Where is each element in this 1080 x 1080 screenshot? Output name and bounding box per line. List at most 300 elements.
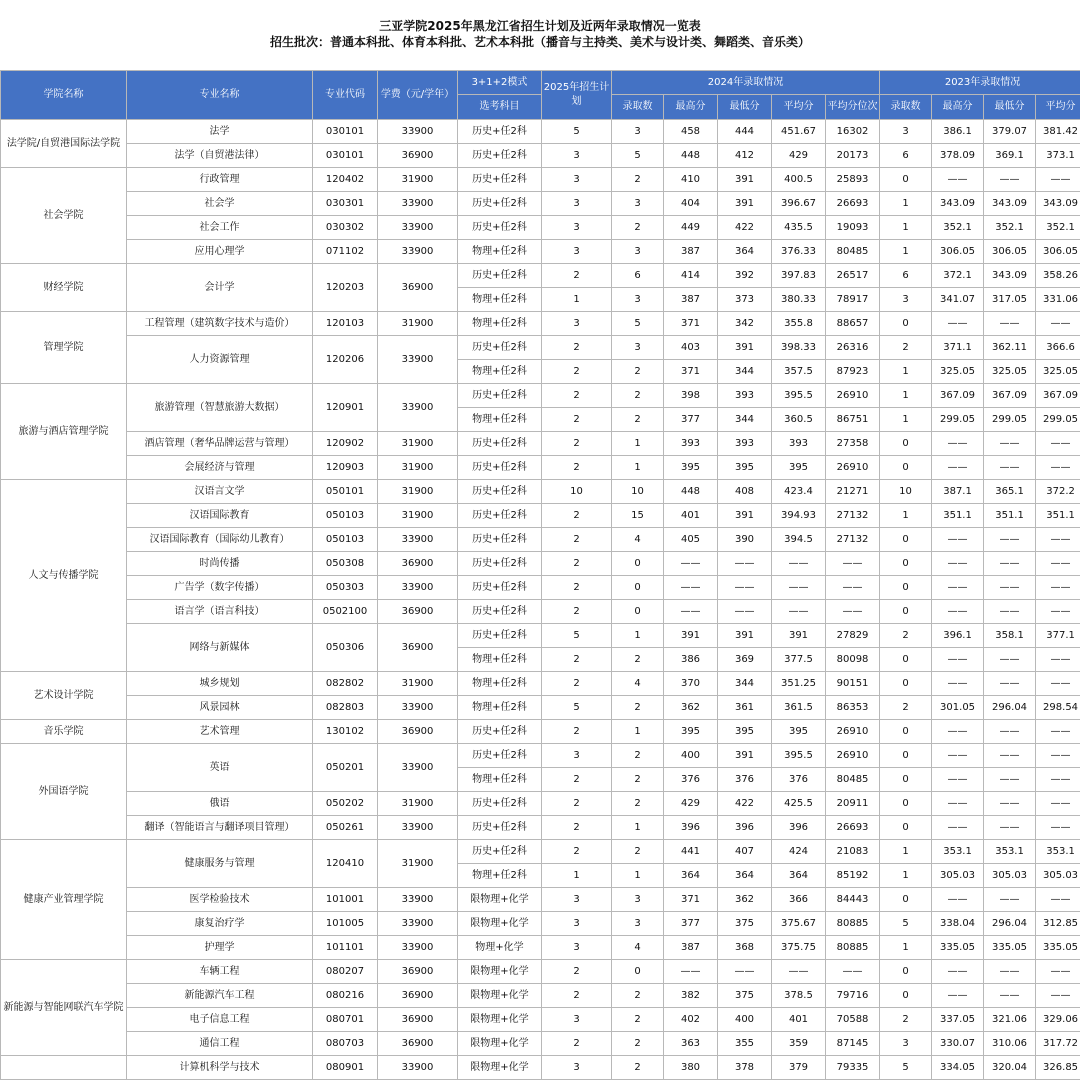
cell-subject: 限物理+化学 [458, 1032, 542, 1056]
cell-fee: 31900 [378, 792, 458, 816]
header-2024: 2024年录取情况 [612, 71, 880, 95]
cell-min24: 395 [718, 720, 772, 744]
cell-plan: 2 [542, 408, 612, 432]
cell-fee: 36900 [378, 264, 458, 312]
cell-avg24: 451.67 [772, 120, 826, 144]
cell-rank24: 26316 [826, 336, 880, 360]
cell-subject: 历史+任2科 [458, 120, 542, 144]
cell-school: 法学院/自贸港国际法学院 [1, 120, 127, 168]
cell-fee: 31900 [378, 168, 458, 192]
cell-fee: 33900 [378, 192, 458, 216]
cell-avg23: 366.6 [1036, 336, 1080, 360]
cell-plan: 3 [542, 1008, 612, 1032]
cell-max23: 387.1 [932, 480, 984, 504]
cell-major: 会展经济与管理 [127, 456, 313, 480]
cell-max23: —— [932, 768, 984, 792]
cell-major: 广告学（数字传播） [127, 576, 313, 600]
cell-max24: 387 [664, 936, 718, 960]
cell-avg24: 423.4 [772, 480, 826, 504]
cell-max23: 372.1 [932, 264, 984, 288]
cell-rank24: 19093 [826, 216, 880, 240]
cell-a23: 2 [880, 336, 932, 360]
cell-avg24: 394.93 [772, 504, 826, 528]
cell-a24: 0 [612, 600, 664, 624]
cell-avg24: 351.25 [772, 672, 826, 696]
cell-major: 健康服务与管理 [127, 840, 313, 888]
cell-a24: 0 [612, 960, 664, 984]
cell-max23: 353.1 [932, 840, 984, 864]
cell-max24: 371 [664, 312, 718, 336]
cell-code: 120206 [313, 336, 378, 384]
cell-min23: —— [984, 648, 1036, 672]
table-row [1, 552, 1080, 576]
cell-avg23: 325.05 [1036, 360, 1080, 384]
cell-min24: 342 [718, 312, 772, 336]
header-2024-rank: 平均分位次 [826, 95, 880, 120]
cell-min23: 365.1 [984, 480, 1036, 504]
cell-min24: 395 [718, 456, 772, 480]
cell-min24: 396 [718, 816, 772, 840]
cell-avg23: 335.05 [1036, 936, 1080, 960]
cell-major: 法学 [127, 120, 313, 144]
cell-a24: 2 [612, 216, 664, 240]
cell-min23: 362.11 [984, 336, 1036, 360]
table-row [1, 888, 1080, 912]
cell-plan: 3 [542, 144, 612, 168]
cell-max24: 362 [664, 696, 718, 720]
cell-code: 050261 [313, 816, 378, 840]
cell-code: 120901 [313, 384, 378, 432]
cell-subject: 物理+任2科 [458, 240, 542, 264]
cell-avg24: 357.5 [772, 360, 826, 384]
cell-major: 车辆工程 [127, 960, 313, 984]
cell-plan: 2 [542, 600, 612, 624]
cell-min23: —— [984, 312, 1036, 336]
cell-rank24: 80098 [826, 648, 880, 672]
cell-avg24: 376.33 [772, 240, 826, 264]
cell-rank24: 27132 [826, 528, 880, 552]
table-row [1, 1008, 1080, 1032]
cell-plan: 3 [542, 744, 612, 768]
cell-code: 050101 [313, 480, 378, 504]
cell-subject: 历史+任2科 [458, 504, 542, 528]
cell-subject: 物理+任2科 [458, 864, 542, 888]
cell-rank24: 20173 [826, 144, 880, 168]
cell-avg24: 380.33 [772, 288, 826, 312]
cell-subject: 历史+任2科 [458, 624, 542, 648]
header-2024-avg: 平均分 [772, 95, 826, 120]
cell-avg24: 364 [772, 864, 826, 888]
cell-plan: 2 [542, 456, 612, 480]
cell-plan: 5 [542, 624, 612, 648]
cell-school: 外国语学院 [1, 744, 127, 840]
cell-max23: —— [932, 600, 984, 624]
cell-min24: 407 [718, 840, 772, 864]
header-2023-max: 最高分 [932, 95, 984, 120]
cell-code: 080701 [313, 1008, 378, 1032]
table-row [1, 672, 1080, 696]
cell-max24: 380 [664, 1056, 718, 1080]
cell-max23: —— [932, 792, 984, 816]
cell-rank24: 70588 [826, 1008, 880, 1032]
cell-min24: 364 [718, 864, 772, 888]
cell-subject: 历史+任2科 [458, 600, 542, 624]
cell-plan: 1 [542, 288, 612, 312]
cell-fee: 33900 [378, 384, 458, 432]
cell-max24: 395 [664, 456, 718, 480]
cell-avg23: 358.26 [1036, 264, 1080, 288]
header-2023: 2023年录取情况 [880, 71, 1080, 95]
cell-max23: —— [932, 984, 984, 1008]
cell-max23: 330.07 [932, 1032, 984, 1056]
header-code: 专业代码 [313, 71, 378, 120]
cell-code: 030301 [313, 192, 378, 216]
cell-a24: 5 [612, 144, 664, 168]
cell-a23: 1 [880, 864, 932, 888]
header-2024-max: 最高分 [664, 95, 718, 120]
cell-avg23: —— [1036, 720, 1080, 744]
cell-min24: 376 [718, 768, 772, 792]
cell-a24: 2 [612, 768, 664, 792]
cell-avg23: —— [1036, 528, 1080, 552]
header-2023-min: 最低分 [984, 95, 1036, 120]
cell-a24: 3 [612, 888, 664, 912]
cell-fee: 31900 [378, 432, 458, 456]
cell-avg24: 425.5 [772, 792, 826, 816]
cell-subject: 历史+任2科 [458, 264, 542, 288]
cell-avg23: 377.1 [1036, 624, 1080, 648]
cell-major: 康复治疗学 [127, 912, 313, 936]
cell-max23: —— [932, 960, 984, 984]
cell-min24: 391 [718, 336, 772, 360]
table-body [1, 120, 1080, 1080]
cell-min23: 351.1 [984, 504, 1036, 528]
cell-max24: 370 [664, 672, 718, 696]
cell-rank24: 26693 [826, 816, 880, 840]
cell-a24: 10 [612, 480, 664, 504]
cell-avg24: 391 [772, 624, 826, 648]
cell-code: 130102 [313, 720, 378, 744]
header-2024-admit: 录取数 [612, 95, 664, 120]
table-row [1, 840, 1080, 864]
cell-avg23: —— [1036, 456, 1080, 480]
cell-min24: 391 [718, 504, 772, 528]
cell-plan: 3 [542, 888, 612, 912]
cell-rank24: 80485 [826, 768, 880, 792]
cell-subject: 历史+任2科 [458, 576, 542, 600]
cell-a24: 1 [612, 864, 664, 888]
cell-subject: 限物理+化学 [458, 1056, 542, 1080]
cell-min24: —— [718, 552, 772, 576]
cell-fee: 36900 [378, 600, 458, 624]
cell-avg24: 397.83 [772, 264, 826, 288]
cell-a23: 0 [880, 744, 932, 768]
cell-min23: —— [984, 888, 1036, 912]
cell-a24: 1 [612, 624, 664, 648]
table-row [1, 336, 1080, 360]
cell-min23: 343.09 [984, 264, 1036, 288]
cell-avg23: 351.1 [1036, 504, 1080, 528]
cell-rank24: 80885 [826, 912, 880, 936]
cell-fee: 36900 [378, 960, 458, 984]
table-row [1, 216, 1080, 240]
cell-max23: 325.05 [932, 360, 984, 384]
cell-fee: 33900 [378, 888, 458, 912]
cell-subject: 物理+任2科 [458, 648, 542, 672]
cell-avg23: —— [1036, 600, 1080, 624]
cell-min24: 362 [718, 888, 772, 912]
cell-avg24: 396.67 [772, 192, 826, 216]
cell-a23: 0 [880, 888, 932, 912]
cell-code: 080703 [313, 1032, 378, 1056]
cell-max23: —— [932, 312, 984, 336]
cell-fee: 33900 [378, 120, 458, 144]
cell-avg23: —— [1036, 744, 1080, 768]
cell-code: 120402 [313, 168, 378, 192]
cell-min23: —— [984, 528, 1036, 552]
cell-fee: 36900 [378, 720, 458, 744]
cell-max23: —— [932, 720, 984, 744]
cell-rank24: 26910 [826, 384, 880, 408]
cell-avg24: —— [772, 960, 826, 984]
cell-min24: 368 [718, 936, 772, 960]
cell-a23: 1 [880, 408, 932, 432]
cell-plan: 3 [542, 1056, 612, 1080]
cell-subject: 历史+任2科 [458, 168, 542, 192]
cell-rank24: 26910 [826, 456, 880, 480]
cell-max23: —— [932, 648, 984, 672]
cell-major: 风景园林 [127, 696, 313, 720]
cell-min24: 408 [718, 480, 772, 504]
header-mode: 3+1+2模式 [458, 71, 542, 95]
header-2023-avg: 平均分 [1036, 95, 1080, 120]
cell-min23: —— [984, 744, 1036, 768]
cell-subject: 限物理+化学 [458, 912, 542, 936]
cell-subject: 历史+任2科 [458, 720, 542, 744]
cell-subject: 历史+任2科 [458, 792, 542, 816]
cell-min24: —— [718, 960, 772, 984]
cell-a23: 0 [880, 552, 932, 576]
cell-max24: 441 [664, 840, 718, 864]
cell-a23: 6 [880, 264, 932, 288]
cell-major: 时尚传播 [127, 552, 313, 576]
cell-a24: 1 [612, 816, 664, 840]
cell-avg23: —— [1036, 792, 1080, 816]
cell-a23: 1 [880, 192, 932, 216]
cell-max24: 371 [664, 888, 718, 912]
cell-fee: 36900 [378, 1008, 458, 1032]
cell-avg23: —— [1036, 576, 1080, 600]
cell-avg24: 435.5 [772, 216, 826, 240]
cell-fee: 31900 [378, 312, 458, 336]
cell-subject: 限物理+化学 [458, 960, 542, 984]
cell-min23: 379.07 [984, 120, 1036, 144]
cell-subject: 历史+任2科 [458, 552, 542, 576]
cell-min24: 444 [718, 120, 772, 144]
cell-rank24: 90151 [826, 672, 880, 696]
cell-min23: —— [984, 456, 1036, 480]
cell-school: 财经学院 [1, 264, 127, 312]
table-row [1, 240, 1080, 264]
cell-fee: 36900 [378, 624, 458, 672]
cell-fee: 33900 [378, 528, 458, 552]
cell-avg23: —— [1036, 552, 1080, 576]
cell-min24: 344 [718, 672, 772, 696]
cell-avg23: —— [1036, 984, 1080, 1008]
cell-plan: 2 [542, 1032, 612, 1056]
cell-max24: 410 [664, 168, 718, 192]
cell-a23: 0 [880, 984, 932, 1008]
cell-a24: 1 [612, 456, 664, 480]
cell-a23: 0 [880, 576, 932, 600]
cell-max23: 371.1 [932, 336, 984, 360]
cell-max23: 378.09 [932, 144, 984, 168]
cell-code: 101005 [313, 912, 378, 936]
cell-max24: —— [664, 552, 718, 576]
cell-a24: 3 [612, 240, 664, 264]
cell-min23: —— [984, 720, 1036, 744]
header-plan: 2025年招生计划 [542, 71, 612, 120]
cell-avg23: 372.2 [1036, 480, 1080, 504]
cell-max24: 393 [664, 432, 718, 456]
cell-fee: 31900 [378, 504, 458, 528]
cell-avg23: 367.09 [1036, 384, 1080, 408]
cell-a24: 15 [612, 504, 664, 528]
cell-school: 艺术设计学院 [1, 672, 127, 720]
cell-a23: 1 [880, 360, 932, 384]
cell-code: 030101 [313, 120, 378, 144]
cell-subject: 历史+任2科 [458, 816, 542, 840]
cell-max24: 405 [664, 528, 718, 552]
cell-rank24: 85192 [826, 864, 880, 888]
cell-min23: —— [984, 792, 1036, 816]
table-subtitle: 招生批次：普通本科批、体育本科批、艺术本科批（播音与主持类、美术与设计类、舞蹈类、音乐类） [0, 34, 1080, 50]
cell-min23: 353.1 [984, 840, 1036, 864]
table-row [1, 432, 1080, 456]
cell-min24: 400 [718, 1008, 772, 1032]
cell-fee: 33900 [378, 936, 458, 960]
cell-min24: 378 [718, 1056, 772, 1080]
table-row [1, 720, 1080, 744]
cell-a23: 1 [880, 504, 932, 528]
cell-max23: 335.05 [932, 936, 984, 960]
cell-avg23: 326.85 [1036, 1056, 1080, 1080]
cell-avg24: —— [772, 576, 826, 600]
cell-rank24: 86751 [826, 408, 880, 432]
cell-plan: 3 [542, 216, 612, 240]
cell-avg24: 355.8 [772, 312, 826, 336]
cell-min24: 391 [718, 744, 772, 768]
cell-major: 电子信息工程 [127, 1008, 313, 1032]
cell-rank24: 25893 [826, 168, 880, 192]
cell-major: 护理学 [127, 936, 313, 960]
cell-subject: 历史+任2科 [458, 384, 542, 408]
cell-max24: 448 [664, 144, 718, 168]
cell-max23: 337.05 [932, 1008, 984, 1032]
cell-major: 翻译（智能语言与翻译项目管理） [127, 816, 313, 840]
cell-plan: 2 [542, 768, 612, 792]
cell-a23: 1 [880, 840, 932, 864]
cell-avg24: 398.33 [772, 336, 826, 360]
cell-min23: 369.1 [984, 144, 1036, 168]
cell-min23: 299.05 [984, 408, 1036, 432]
cell-max24: 382 [664, 984, 718, 1008]
cell-max23: —— [932, 456, 984, 480]
cell-rank24: 79335 [826, 1056, 880, 1080]
cell-subject: 历史+任2科 [458, 216, 542, 240]
cell-subject: 物理+任2科 [458, 312, 542, 336]
cell-min24: 355 [718, 1032, 772, 1056]
cell-subject: 历史+任2科 [458, 840, 542, 864]
cell-fee: 31900 [378, 840, 458, 888]
cell-code: 101101 [313, 936, 378, 960]
cell-min24: 391 [718, 168, 772, 192]
cell-avg24: 395.5 [772, 384, 826, 408]
cell-code: 101001 [313, 888, 378, 912]
cell-min24: 375 [718, 912, 772, 936]
cell-max24: 429 [664, 792, 718, 816]
cell-max24: 414 [664, 264, 718, 288]
cell-min24: —— [718, 600, 772, 624]
cell-a23: 5 [880, 1056, 932, 1080]
cell-subject: 历史+任2科 [458, 528, 542, 552]
cell-rank24: 21083 [826, 840, 880, 864]
cell-avg24: 375.67 [772, 912, 826, 936]
cell-max24: 396 [664, 816, 718, 840]
cell-major: 工程管理（建筑数字技术与造价） [127, 312, 313, 336]
cell-major: 汉语国际教育 [127, 504, 313, 528]
table-row [1, 912, 1080, 936]
table-row [1, 792, 1080, 816]
cell-major: 英语 [127, 744, 313, 792]
cell-code: 050103 [313, 528, 378, 552]
table-row [1, 576, 1080, 600]
cell-max24: 386 [664, 648, 718, 672]
cell-rank24: 79716 [826, 984, 880, 1008]
cell-avg24: 429 [772, 144, 826, 168]
cell-plan: 3 [542, 168, 612, 192]
cell-major: 酒店管理（奢华品牌运营与管理） [127, 432, 313, 456]
cell-min23: 325.05 [984, 360, 1036, 384]
cell-a23: 0 [880, 456, 932, 480]
cell-max24: 391 [664, 624, 718, 648]
cell-avg24: —— [772, 600, 826, 624]
cell-code: 050201 [313, 744, 378, 792]
cell-a24: 2 [612, 168, 664, 192]
cell-a24: 2 [612, 696, 664, 720]
cell-code: 080901 [313, 1056, 378, 1080]
table-row [1, 1056, 1080, 1080]
cell-max23: —— [932, 552, 984, 576]
table-row [1, 528, 1080, 552]
cell-school: 健康产业管理学院 [1, 840, 127, 960]
cell-a23: 3 [880, 120, 932, 144]
cell-avg23: 381.42 [1036, 120, 1080, 144]
cell-avg24: 395 [772, 720, 826, 744]
cell-avg23: 312.85 [1036, 912, 1080, 936]
table-title: 三亚学院2025年黑龙江省招生计划及近两年录取情况一览表 [0, 0, 1080, 34]
cell-min23: 310.06 [984, 1032, 1036, 1056]
cell-a24: 2 [612, 1008, 664, 1032]
cell-fee: 36900 [378, 984, 458, 1008]
cell-code: 0502100 [313, 600, 378, 624]
cell-major: 语言学（语言科技） [127, 600, 313, 624]
table-row [1, 456, 1080, 480]
cell-a24: 0 [612, 576, 664, 600]
cell-a23: 0 [880, 960, 932, 984]
cell-min23: —— [984, 816, 1036, 840]
cell-max24: 398 [664, 384, 718, 408]
